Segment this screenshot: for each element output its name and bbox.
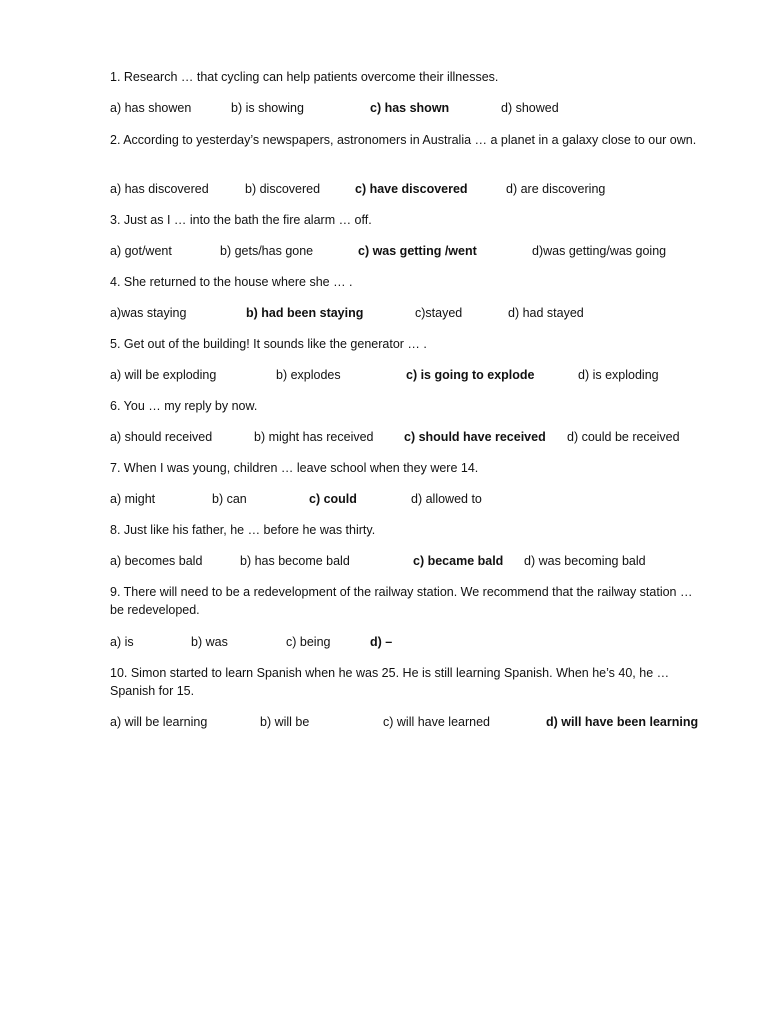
question-3-text: 3. Just as I … into the bath the fire alarm … off. [110, 213, 372, 227]
question-3-option-b: b) gets/has gone [220, 244, 314, 258]
question-2-option-d: d) are discovering [506, 182, 606, 196]
question-4-option-b-correct: b) had been staying [246, 306, 364, 320]
question-10-option-d-correct: d) will have been learning [546, 715, 699, 729]
question-7-option-b: b) can [212, 492, 247, 506]
question-10-option-a: a) will be learning [110, 715, 208, 729]
question-7-option-a: a) might [110, 492, 156, 506]
question-7-text: 7. When I was young, children … leave school when they were 14. [110, 461, 479, 475]
question-1-option-c-correct: c) has shown [370, 101, 450, 115]
question-5-text: 5. Get out of the building! It sounds like the generator … . [110, 337, 427, 351]
question-7-option-c-correct: c) could [309, 492, 357, 506]
question-6-option-b: b) might has received [254, 430, 374, 444]
question-6-option-d: d) could be received [567, 430, 680, 444]
question-8-option-b: b) has become bald [240, 554, 350, 568]
question-2-option-b: b) discovered [245, 182, 321, 196]
question-9-text: 9. There will need to be a redevelopment of the railway station. We recommend that the railway station … be redeveloped. [110, 585, 693, 617]
question-10-option-c: c) will have learned [383, 715, 490, 729]
question-2-option-c-correct: c) have discovered [355, 182, 468, 196]
question-9-option-c: c) being [286, 635, 331, 649]
question-3-option-c-correct: c) was getting /went [358, 244, 477, 258]
question-8-option-a: a) becomes bald [110, 554, 203, 568]
question-5-option-d: d) is exploding [578, 368, 659, 382]
question-10-text: 10. Simon started to learn Spanish when he was 25. He is still learning Spanish. When he’s 40, he … Spanish for 15. [110, 666, 670, 698]
question-1-text: 1. Research … that cycling can help patients overcome their illnesses. [110, 70, 499, 84]
question-8-option-c-correct: c) became bald [413, 554, 504, 568]
question-4-option-a: a)was staying [110, 306, 187, 320]
question-2-option-a: a) has discovered [110, 182, 209, 196]
question-8-option-d: d) was becoming bald [524, 554, 646, 568]
question-10-option-b: b) will be [260, 715, 310, 729]
question-5-option-b: b) explodes [276, 368, 341, 382]
question-6-option-c-correct: c) should have received [404, 430, 546, 444]
question-3-option-d: d)was getting/was going [532, 244, 667, 258]
question-4-text: 4. She returned to the house where she … . [110, 275, 353, 289]
question-4-option-d: d) had stayed [508, 306, 584, 320]
question-5-option-a: a) will be exploding [110, 368, 217, 382]
question-1-option-d: d) showed [501, 101, 559, 115]
question-5-option-c-correct: c) is going to explode [406, 368, 535, 382]
question-9-option-d-correct: d) – [370, 635, 393, 649]
question-1-option-b: b) is showing [231, 101, 304, 115]
question-1-option-a: a) has showen [110, 101, 192, 115]
question-3-option-a: a) got/went [110, 244, 172, 258]
question-9-option-a: a) is [110, 635, 134, 649]
question-8-text: 8. Just like his father, he … before he was thirty. [110, 523, 376, 537]
question-7-option-d: d) allowed to [411, 492, 482, 506]
question-2-text: 2. According to yesterday’s newspapers, astronomers in Australia … a planet in a galaxy close to our own. [110, 133, 697, 147]
question-6-text: 6. You … my reply by now. [110, 399, 258, 413]
question-4-option-c: c)stayed [415, 306, 463, 320]
question-6-option-a: a) should received [110, 430, 213, 444]
question-9-option-b: b) was [191, 635, 228, 649]
